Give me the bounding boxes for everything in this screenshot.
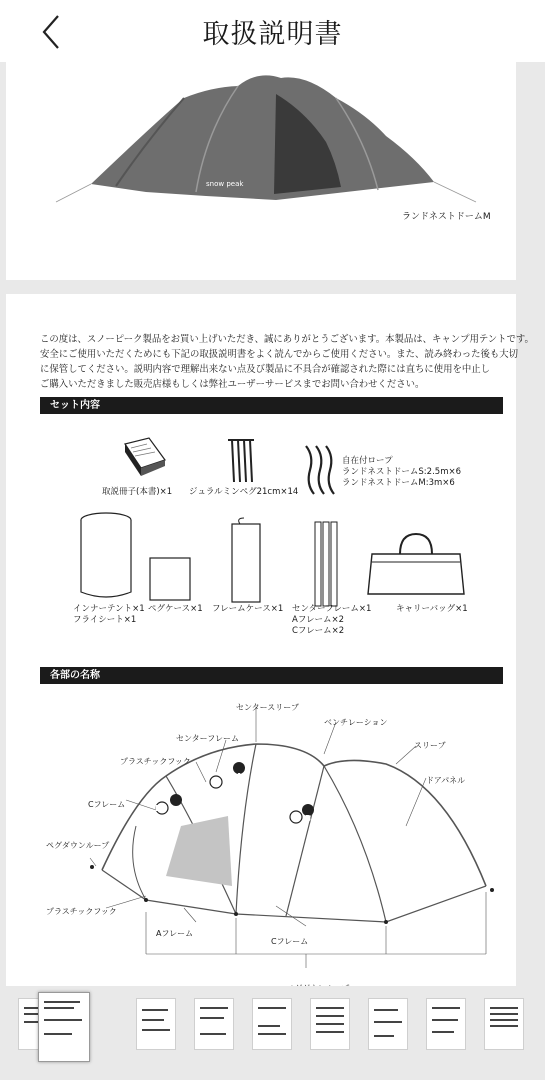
page-thumbnail[interactable] [136,998,176,1050]
item-peg-case-label: ペグケース×1 [148,604,203,614]
document-page-2 [6,294,534,986]
intro-text [40,332,534,392]
item-frame-case-label: フレームケース×1 [212,604,284,614]
rope-line: ランドネストドームS:2.5m×6 [342,467,462,477]
page-thumbnail[interactable] [194,998,234,1050]
item-tent-label [73,604,145,626]
snow-peak-logo: snow peak [206,180,244,188]
parts-names-heading: 各部の名称 [40,667,503,684]
manual-booklet-illustration [121,434,171,484]
page-thumbnail[interactable] [310,998,350,1050]
item-rope-label [342,456,461,489]
tent-line: インナーテント×1 [73,604,145,614]
frames-illustration [311,520,341,610]
label-sleeve: スリーブ [414,741,446,750]
page-thumbnail-active[interactable] [38,992,90,1062]
label-peg-down-loop-left: ペグダウンループ [46,841,110,850]
set-contents-heading: セット内容 [40,397,503,414]
item-bag-label: キャリーバッグ×1 [396,604,468,614]
carry-bag-illustration [366,532,466,602]
label-c-frame-left: Cフレーム [88,800,126,809]
tent-parts-diagram [6,686,516,986]
product-caption: ランドネストドームM [402,212,491,222]
label-center-frame: センターフレーム [176,734,239,743]
frames-line: センターフレーム×1 [292,604,372,614]
marker-b-1: B [155,804,162,813]
item-pegs-label: ジュラルミンペグ21cm×14 [189,487,299,497]
label-ventilation: ベンチレーション [324,718,388,727]
page-thumbnail[interactable] [484,998,524,1050]
page-thumbnail[interactable] [368,998,408,1050]
top-bar [0,0,545,62]
thumbnail-strip [0,986,545,1080]
label-center-sleeve: センタースリーブ [236,703,299,712]
label-c-frame-bottom: Cフレーム [271,937,309,946]
tent-roll-illustration [76,510,136,600]
marker-b-2: B [305,814,312,823]
item-manual-label: 取説冊子(本書)×1 [102,487,173,497]
page-thumbnail[interactable] [252,998,292,1050]
marker-a: A [236,772,243,781]
page-thumbnail[interactable] [426,998,466,1050]
peg-case-illustration [148,554,192,602]
label-plastic-hook-top: プラスチックフック [120,757,191,766]
tent-photo [6,62,516,212]
pegs-illustration [224,436,264,486]
document-page-1 [6,62,516,280]
frames-line: Cフレーム×2 [292,626,345,636]
tent-line: フライシート×1 [73,615,137,625]
label-a-frame: Aフレーム [156,929,194,938]
label-door-panel: ドアパネル [426,776,466,785]
intro-line: に保管してください。説明内容で理解出来ない点及び製品に不具合が確認された際には直ちに使用を中止し [40,364,491,375]
rope-line: ランドネストドームM:3m×6 [342,478,455,488]
item-frames-label [292,604,371,637]
intro-line: この度は、スノーピーク製品をお買い上げいただき、誠にありがとうございます。本製品は、キャンプ用テントです。 [40,334,534,345]
rope-illustration [300,442,340,497]
label-plastic-hook-bottom: プラスチックフック [46,907,117,916]
page-title: 取扱説明書 [202,19,343,50]
intro-line: ご購入いただきました販売店様もしくは弊社ユーザーサービスまでお問い合わせください。 [40,379,425,390]
intro-line: 安全にご使用いただくためにも下記の取扱説明書をよく読んでからご使用ください。また、読み終わった後も大切 [40,349,519,360]
rope-line: 自在付ロープ [342,456,393,466]
frames-line: Aフレーム×2 [292,615,345,625]
frame-case-illustration [226,516,266,606]
